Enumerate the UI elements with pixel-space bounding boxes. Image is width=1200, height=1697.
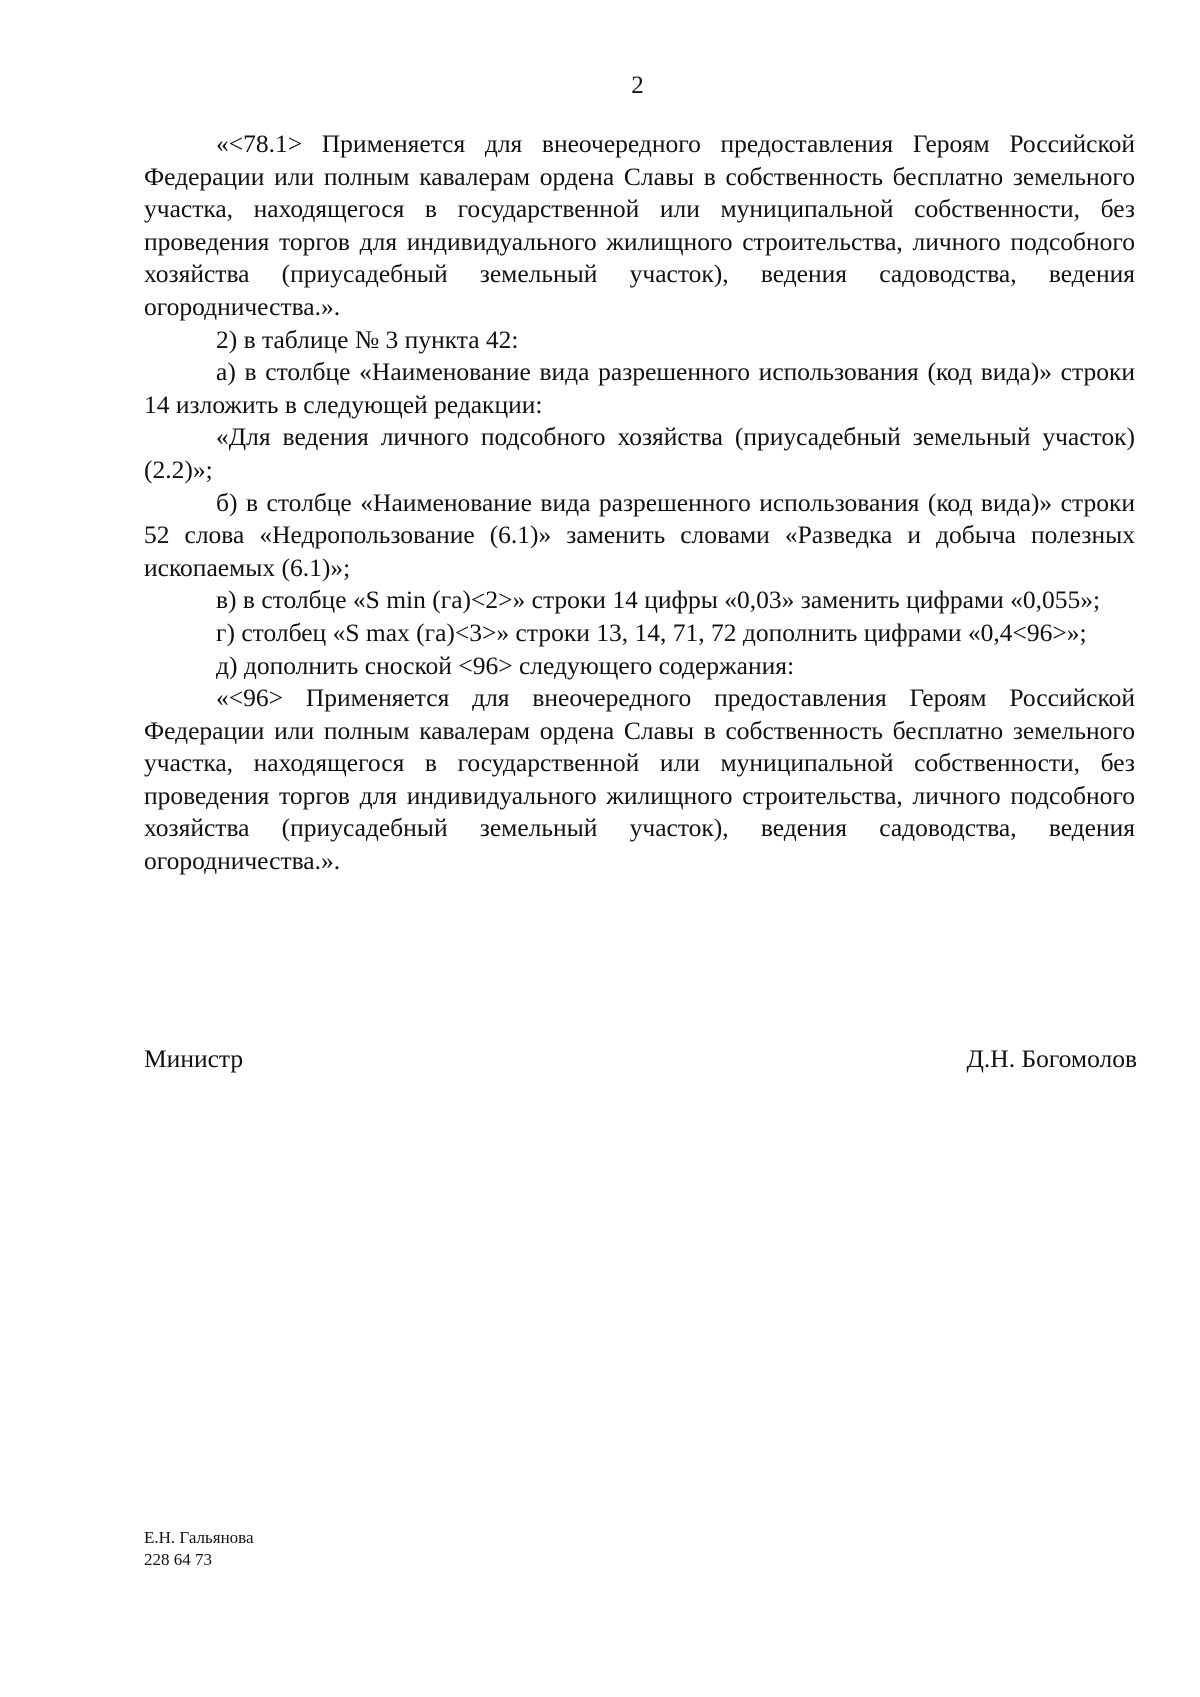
page-number: 2 bbox=[631, 72, 644, 99]
signature-block bbox=[144, 1043, 1137, 1075]
paragraph-item-v: в) в столбце «S min (га)<2>» строки 14 цифры «0,03» заменить цифрами «0,055»; bbox=[216, 585, 1101, 615]
paragraph-item-b: б) в столбце «Наименование вида разрешенного использования (код вида)» строки 52 слова «Недропользование (6.1)» заменить словами «Разведка и добыча полезных ископаемых (6.1)»; bbox=[144, 487, 1135, 582]
signatory-position: Министр bbox=[144, 1044, 244, 1073]
executor-name: Е.Н. Гальянова bbox=[144, 1528, 254, 1547]
paragraph-item-d: д) дополнить сноской <96> следующего содержания: bbox=[216, 650, 795, 680]
paragraph-item-g: г) столбец «S max (га)<3>» строки 13, 14, 71, 72 дополнить цифрами «0,4<96>»; bbox=[216, 617, 1087, 647]
executor-phone: 228 64 73 bbox=[144, 1550, 212, 1569]
paragraph-item-a: а) в столбце «Наименование вида разрешенного использования (код вида)» строки 14 изложить в следующей редакции: bbox=[144, 357, 1135, 419]
paragraph-item-2: 2) в таблице № 3 пункта 42: bbox=[216, 324, 519, 354]
paragraph-footnote-96: «<96> Применяется для внеочередного предоставления Героям Российской Федерации или полным кавалерам ордена Славы в собственность бесплатно земельного участка, находящегося в государственной или муниципальной собственности, без проведения торгов для индивидуального жилищного строительства, личного подсобного хозяйства (приусадебный земельный участок), ведения садоводства, ведения огородничества.». bbox=[144, 683, 1135, 876]
document-body bbox=[144, 128, 1135, 878]
signatory-name: Д.Н. Богомолов bbox=[966, 1044, 1137, 1073]
executor-block bbox=[144, 1527, 254, 1571]
paragraph-footnote-78-1: «<78.1> Применяется для внеочередного предоставления Героям Российской Федерации или полным кавалерам ордена Славы в собственность бесплатно земельного участка, находящегося в государственной или муниципальной собственности, без проведения торгов для индивидуального жилищного строительства, личного подсобного хозяйства (приусадебный земельный участок), ведения садоводства, ведения огородничества.». bbox=[144, 129, 1135, 321]
paragraph-quote-row-14: «Для ведения личного подсобного хозяйства (приусадебный земельный участок) (2.2)»; bbox=[144, 422, 1135, 484]
